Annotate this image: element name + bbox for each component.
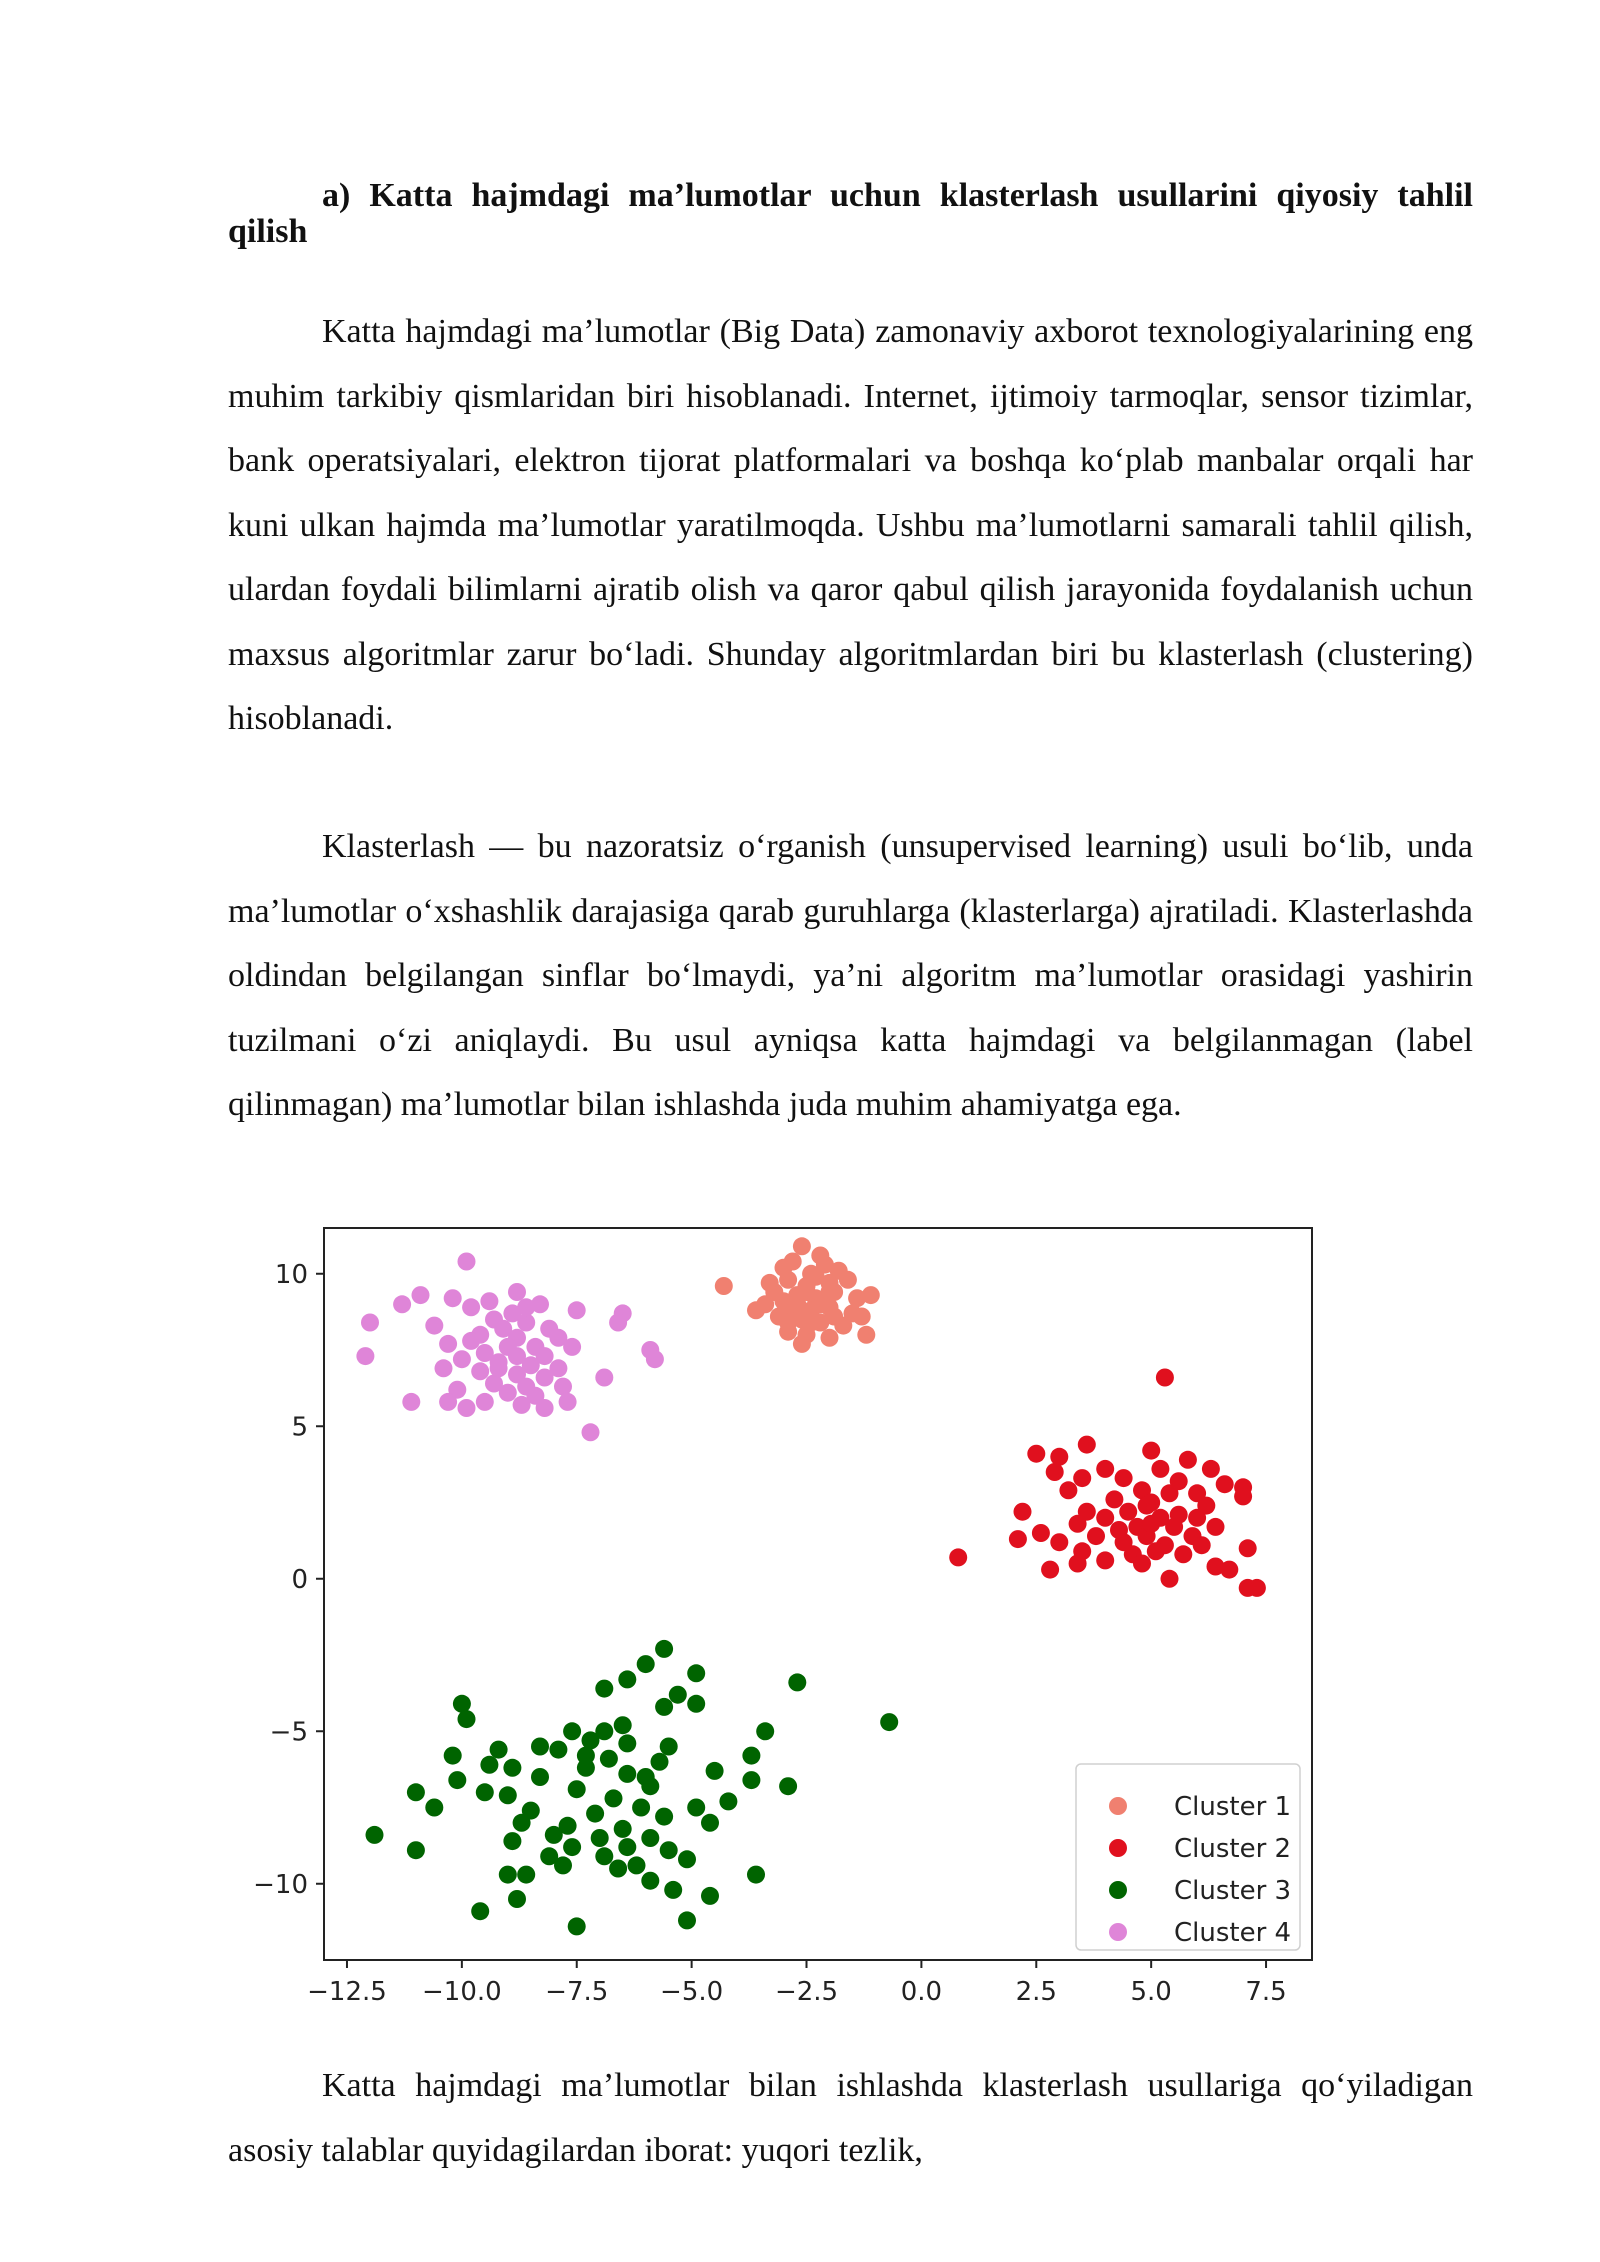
legend-marker-cluster-1 [1109, 1797, 1127, 1815]
cluster-4-point [480, 1292, 498, 1310]
cluster-2-point [1165, 1518, 1183, 1536]
cluster-3-point [669, 1686, 687, 1704]
cluster-3-point [453, 1695, 471, 1713]
cluster-3-point [637, 1655, 655, 1673]
cluster-1-point [802, 1314, 820, 1332]
cluster-3-point [632, 1799, 650, 1817]
cluster-4-point [499, 1384, 517, 1402]
cluster-4-point [412, 1286, 430, 1304]
cluster-2-point [1014, 1503, 1032, 1521]
cluster-3-point [490, 1741, 508, 1759]
cluster-3-point [664, 1881, 682, 1899]
cluster-3-point [568, 1780, 586, 1798]
cluster-3-point [480, 1756, 498, 1774]
cluster-1-point [839, 1271, 857, 1289]
cluster-scatter-chart [253, 1210, 1340, 2030]
cluster-1-point [857, 1326, 875, 1344]
cluster-3-point [614, 1716, 632, 1734]
y-tick-label: 0 [291, 1564, 308, 1595]
cluster-3-point [618, 1765, 636, 1783]
cluster-3-point [655, 1698, 673, 1716]
cluster-2-point [1119, 1503, 1137, 1521]
cluster-3-point [687, 1695, 705, 1713]
cluster-2-point [1009, 1530, 1027, 1548]
cluster-3-point [476, 1783, 494, 1801]
cluster-4-point [435, 1359, 453, 1377]
cluster-4-point [439, 1393, 457, 1411]
cluster-2-point [1073, 1469, 1091, 1487]
x-tick-label: −7.5 [545, 1977, 609, 2007]
cluster-1-point [784, 1253, 802, 1271]
cluster-4-point [476, 1393, 494, 1411]
cluster-2-point [1096, 1551, 1114, 1569]
cluster-4-point [356, 1347, 374, 1365]
cluster-4-point [563, 1338, 581, 1356]
cluster-2-point [1046, 1463, 1064, 1481]
cluster-3-point [614, 1820, 632, 1838]
cluster-1-point [825, 1308, 843, 1326]
cluster-3-point [444, 1747, 462, 1765]
cluster-1-point [715, 1277, 733, 1295]
cluster-2-point [1220, 1561, 1238, 1579]
x-tick-label: −10.0 [422, 1977, 502, 2007]
cluster-1-point [793, 1335, 811, 1353]
cluster-3-point [503, 1759, 521, 1777]
cluster-3-point [779, 1777, 797, 1795]
legend-label-cluster-4: Cluster 4 [1174, 1918, 1292, 1948]
cluster-3-point [641, 1872, 659, 1890]
cluster-2-point [1142, 1442, 1160, 1460]
cluster-3-point [513, 1814, 531, 1832]
cluster-2-point [1179, 1451, 1197, 1469]
paragraph-clustering-definition: Klasterlash — bu nazoratsiz o‘rganish (unsupervised learning) usuli bo‘lib, unda ma’lumotlar o‘xshashlik darajasiga qarab guruhlarga (klasterlarga) ajratiladi. Klasterlashda oldindan belgilangan sinflar bo‘lmaydi, ya’ni algoritm ma’lumotlar orasidagi yashirin tuzilmani o‘zi aniqlaydi. Bu usul ayniqsa katta hajmdagi va belgilanmagan (label qilinmagan) ma’lumotlar bilan ishlashda juda muhim ahamiyatga ega. [228, 828, 1473, 1123]
cluster-4-point [458, 1399, 476, 1417]
cluster-3-point [517, 1866, 535, 1884]
cluster-4-point [393, 1295, 411, 1313]
cluster-2-point [1156, 1369, 1174, 1387]
cluster-2-point [1234, 1487, 1252, 1505]
cluster-4-point [582, 1423, 600, 1441]
cluster-4-point [595, 1369, 613, 1387]
cluster-2-point [1188, 1509, 1206, 1527]
cluster-3-point [503, 1832, 521, 1850]
cluster-2-point [1142, 1515, 1160, 1533]
cluster-3-point [618, 1734, 636, 1752]
cluster-3-point [531, 1738, 549, 1756]
x-tick-label: −12.5 [307, 1977, 387, 2007]
cluster-2-point [1078, 1436, 1096, 1454]
cluster-3-point [499, 1786, 517, 1804]
cluster-1-point [821, 1329, 839, 1347]
y-tick-label: 10 [274, 1259, 308, 1290]
cluster-2-point [1096, 1509, 1114, 1527]
cluster-1-point [816, 1256, 834, 1274]
cluster-1-point [747, 1301, 765, 1319]
cluster-3-point [568, 1917, 586, 1935]
cluster-4-point [508, 1283, 526, 1301]
y-tick-label: 5 [291, 1412, 308, 1443]
legend-label-cluster-2: Cluster 2 [1174, 1834, 1292, 1864]
cluster-3-point [366, 1826, 384, 1844]
cluster-2-point [1069, 1515, 1087, 1533]
cluster-3-point [637, 1768, 655, 1786]
section-heading: a) Katta hajmdagi ma’lumotlar uchun klasterlash usullarini qiyosiy tahlil qilish [228, 177, 1473, 250]
cluster-3-point [788, 1673, 806, 1691]
x-tick-label: −5.0 [660, 1977, 724, 2007]
cluster-2-point [1202, 1460, 1220, 1478]
cluster-3-point [499, 1866, 517, 1884]
cluster-1-point [761, 1274, 779, 1292]
cluster-3-point [605, 1789, 623, 1807]
y-tick-label: −5 [269, 1717, 308, 1748]
cluster-3-point [407, 1783, 425, 1801]
cluster-4-point [471, 1362, 489, 1380]
cluster-2-point [1133, 1555, 1151, 1573]
cluster-4-point [402, 1393, 420, 1411]
cluster-3-point [678, 1850, 696, 1868]
cluster-3-point [880, 1713, 898, 1731]
cluster-3-point [458, 1710, 476, 1728]
cluster-2-point [1069, 1555, 1087, 1573]
cluster-3-point [618, 1670, 636, 1688]
cluster-4-point [439, 1335, 457, 1353]
cluster-2-point [1096, 1460, 1114, 1478]
cluster-3-point [655, 1640, 673, 1658]
cluster-2-point [1161, 1484, 1179, 1502]
cluster-2-point [1216, 1475, 1234, 1493]
cluster-4-point [458, 1253, 476, 1271]
cluster-3-point [471, 1902, 489, 1920]
cluster-2-point [1193, 1536, 1211, 1554]
legend-marker-cluster-3 [1109, 1881, 1127, 1899]
cluster-3-point [407, 1841, 425, 1859]
cluster-3-point [641, 1829, 659, 1847]
legend-label-cluster-1: Cluster 1 [1174, 1792, 1292, 1822]
cluster-2-point [1138, 1497, 1156, 1515]
legend [1076, 1764, 1300, 1950]
cluster-1-point [862, 1286, 880, 1304]
cluster-3-point [687, 1664, 705, 1682]
cluster-3-point [545, 1826, 563, 1844]
cluster-2-point [1239, 1579, 1257, 1597]
cluster-2-point [1087, 1527, 1105, 1545]
cluster-3-point [531, 1768, 549, 1786]
cluster-2-point [1059, 1481, 1077, 1499]
x-tick-label: 0.0 [900, 1977, 943, 2007]
cluster-2-point [1151, 1460, 1169, 1478]
cluster-4-point [462, 1332, 480, 1350]
cluster-4-point [444, 1289, 462, 1307]
cluster-3-point [549, 1741, 567, 1759]
legend-marker-cluster-4 [1109, 1923, 1127, 1941]
x-tick-label: 2.5 [1015, 1977, 1057, 2007]
cluster-4-point [462, 1298, 480, 1316]
cluster-3-point [628, 1856, 646, 1874]
cluster-3-point [595, 1680, 613, 1698]
cluster-3-point [660, 1841, 678, 1859]
cluster-4-point [609, 1314, 627, 1332]
cluster-3-point [701, 1887, 719, 1905]
cluster-4-point [361, 1314, 379, 1332]
cluster-2-point [1050, 1448, 1068, 1466]
cluster-2-point [1105, 1490, 1123, 1508]
cluster-2-point [949, 1548, 967, 1566]
cluster-3-point [508, 1890, 526, 1908]
x-tick-label: 7.5 [1245, 1977, 1287, 2007]
cluster-4-point [513, 1396, 531, 1414]
cluster-2-point [1041, 1561, 1059, 1579]
cluster-3-point [701, 1814, 719, 1832]
cluster-2-point [1207, 1518, 1225, 1536]
cluster-3-point [563, 1722, 581, 1740]
cluster-2-point [1174, 1545, 1192, 1563]
cluster-3-point [655, 1808, 673, 1826]
cluster-4-point [646, 1350, 664, 1368]
cluster-1-point [798, 1283, 816, 1301]
cluster-3-point [651, 1753, 669, 1771]
cluster-3-point [563, 1838, 581, 1856]
cluster-2-point [1050, 1533, 1068, 1551]
cluster-3-point [577, 1747, 595, 1765]
legend-marker-cluster-2 [1109, 1839, 1127, 1857]
cluster-4-point [559, 1393, 577, 1411]
cluster-3-point [595, 1847, 613, 1865]
cluster-3-point [591, 1829, 609, 1847]
y-tick-label: −10 [253, 1869, 308, 1900]
cluster-3-point [600, 1750, 618, 1768]
x-tick-label: 5.0 [1130, 1977, 1172, 2007]
cluster-3-point [747, 1866, 765, 1884]
cluster-2-point [1115, 1469, 1133, 1487]
legend-label-cluster-3: Cluster 3 [1174, 1876, 1292, 1906]
cluster-3-point [719, 1792, 737, 1810]
cluster-3-point [554, 1856, 572, 1874]
cluster-3-point [742, 1771, 760, 1789]
cluster-2-point [1027, 1445, 1045, 1463]
cluster-4-point [554, 1378, 572, 1396]
x-tick-label: −2.5 [774, 1977, 839, 2007]
cluster-3-point [660, 1738, 678, 1756]
cluster-2-point [1110, 1521, 1128, 1539]
cluster-3-point [582, 1731, 600, 1749]
cluster-1-point [793, 1237, 811, 1255]
cluster-3-point [756, 1722, 774, 1740]
x-axis-ticks [307, 1960, 1287, 2007]
cluster-2-point [1161, 1570, 1179, 1588]
cluster-3-point [687, 1799, 705, 1817]
y-axis-ticks [253, 1260, 324, 1900]
cluster-2-point [1239, 1539, 1257, 1557]
cluster-3-point [448, 1771, 466, 1789]
cluster-3-point [678, 1911, 696, 1929]
cluster-4-point [453, 1350, 471, 1368]
cluster-1-point [779, 1271, 797, 1289]
cluster-2-point [1147, 1542, 1165, 1560]
cluster-1-point [821, 1283, 839, 1301]
cluster-3-point [618, 1838, 636, 1856]
paragraph-requirements: Katta hajmdagi ma’lumotlar bilan ishlashda klasterlash usullariga qo‘yiladigan asosiy talablar quyidagilardan iborat: yuqori tezlik, [228, 2067, 1473, 2169]
cluster-1-point [853, 1308, 871, 1326]
cluster-4-point [568, 1301, 586, 1319]
cluster-1-point [779, 1314, 797, 1332]
cluster-3-point [425, 1799, 443, 1817]
cluster-4-point [490, 1359, 508, 1377]
cluster-3-point [609, 1860, 627, 1878]
cluster-3-point [742, 1747, 760, 1765]
cluster-4-point [425, 1317, 443, 1335]
cluster-4-point [536, 1369, 554, 1387]
cluster-3-point [586, 1805, 604, 1823]
cluster-4-point [536, 1399, 554, 1417]
cluster-2-point [1032, 1524, 1050, 1542]
paragraph-big-data: Katta hajmdagi ma’lumotlar (Big Data) zamonaviy axborot texnologiyalarining eng muhim tarkibiy qismlaridan biri hisoblanadi. Internet, ijtimoiy tarmoqlar, sensor tizimlar, bank operatsiyalari, elektron tijorat platformalari va boshqa ko‘plab manbalar orqali har kuni ulkan hajmda ma’lumotlar yaratilmoqda. Ushbu ma’lumotlarni samarali tahlil qilish, ulardan foydali bilimlarni ajratib olish va qaror qabul qilish jarayonida foydalanish uchun maxsus algoritmlar zarur bo‘ladi. Shunday algoritmlardan biri bu klasterlash (clustering) hisoblanadi. [228, 313, 1473, 737]
cluster-3-point [706, 1762, 724, 1780]
cluster-4-point [517, 1298, 535, 1316]
